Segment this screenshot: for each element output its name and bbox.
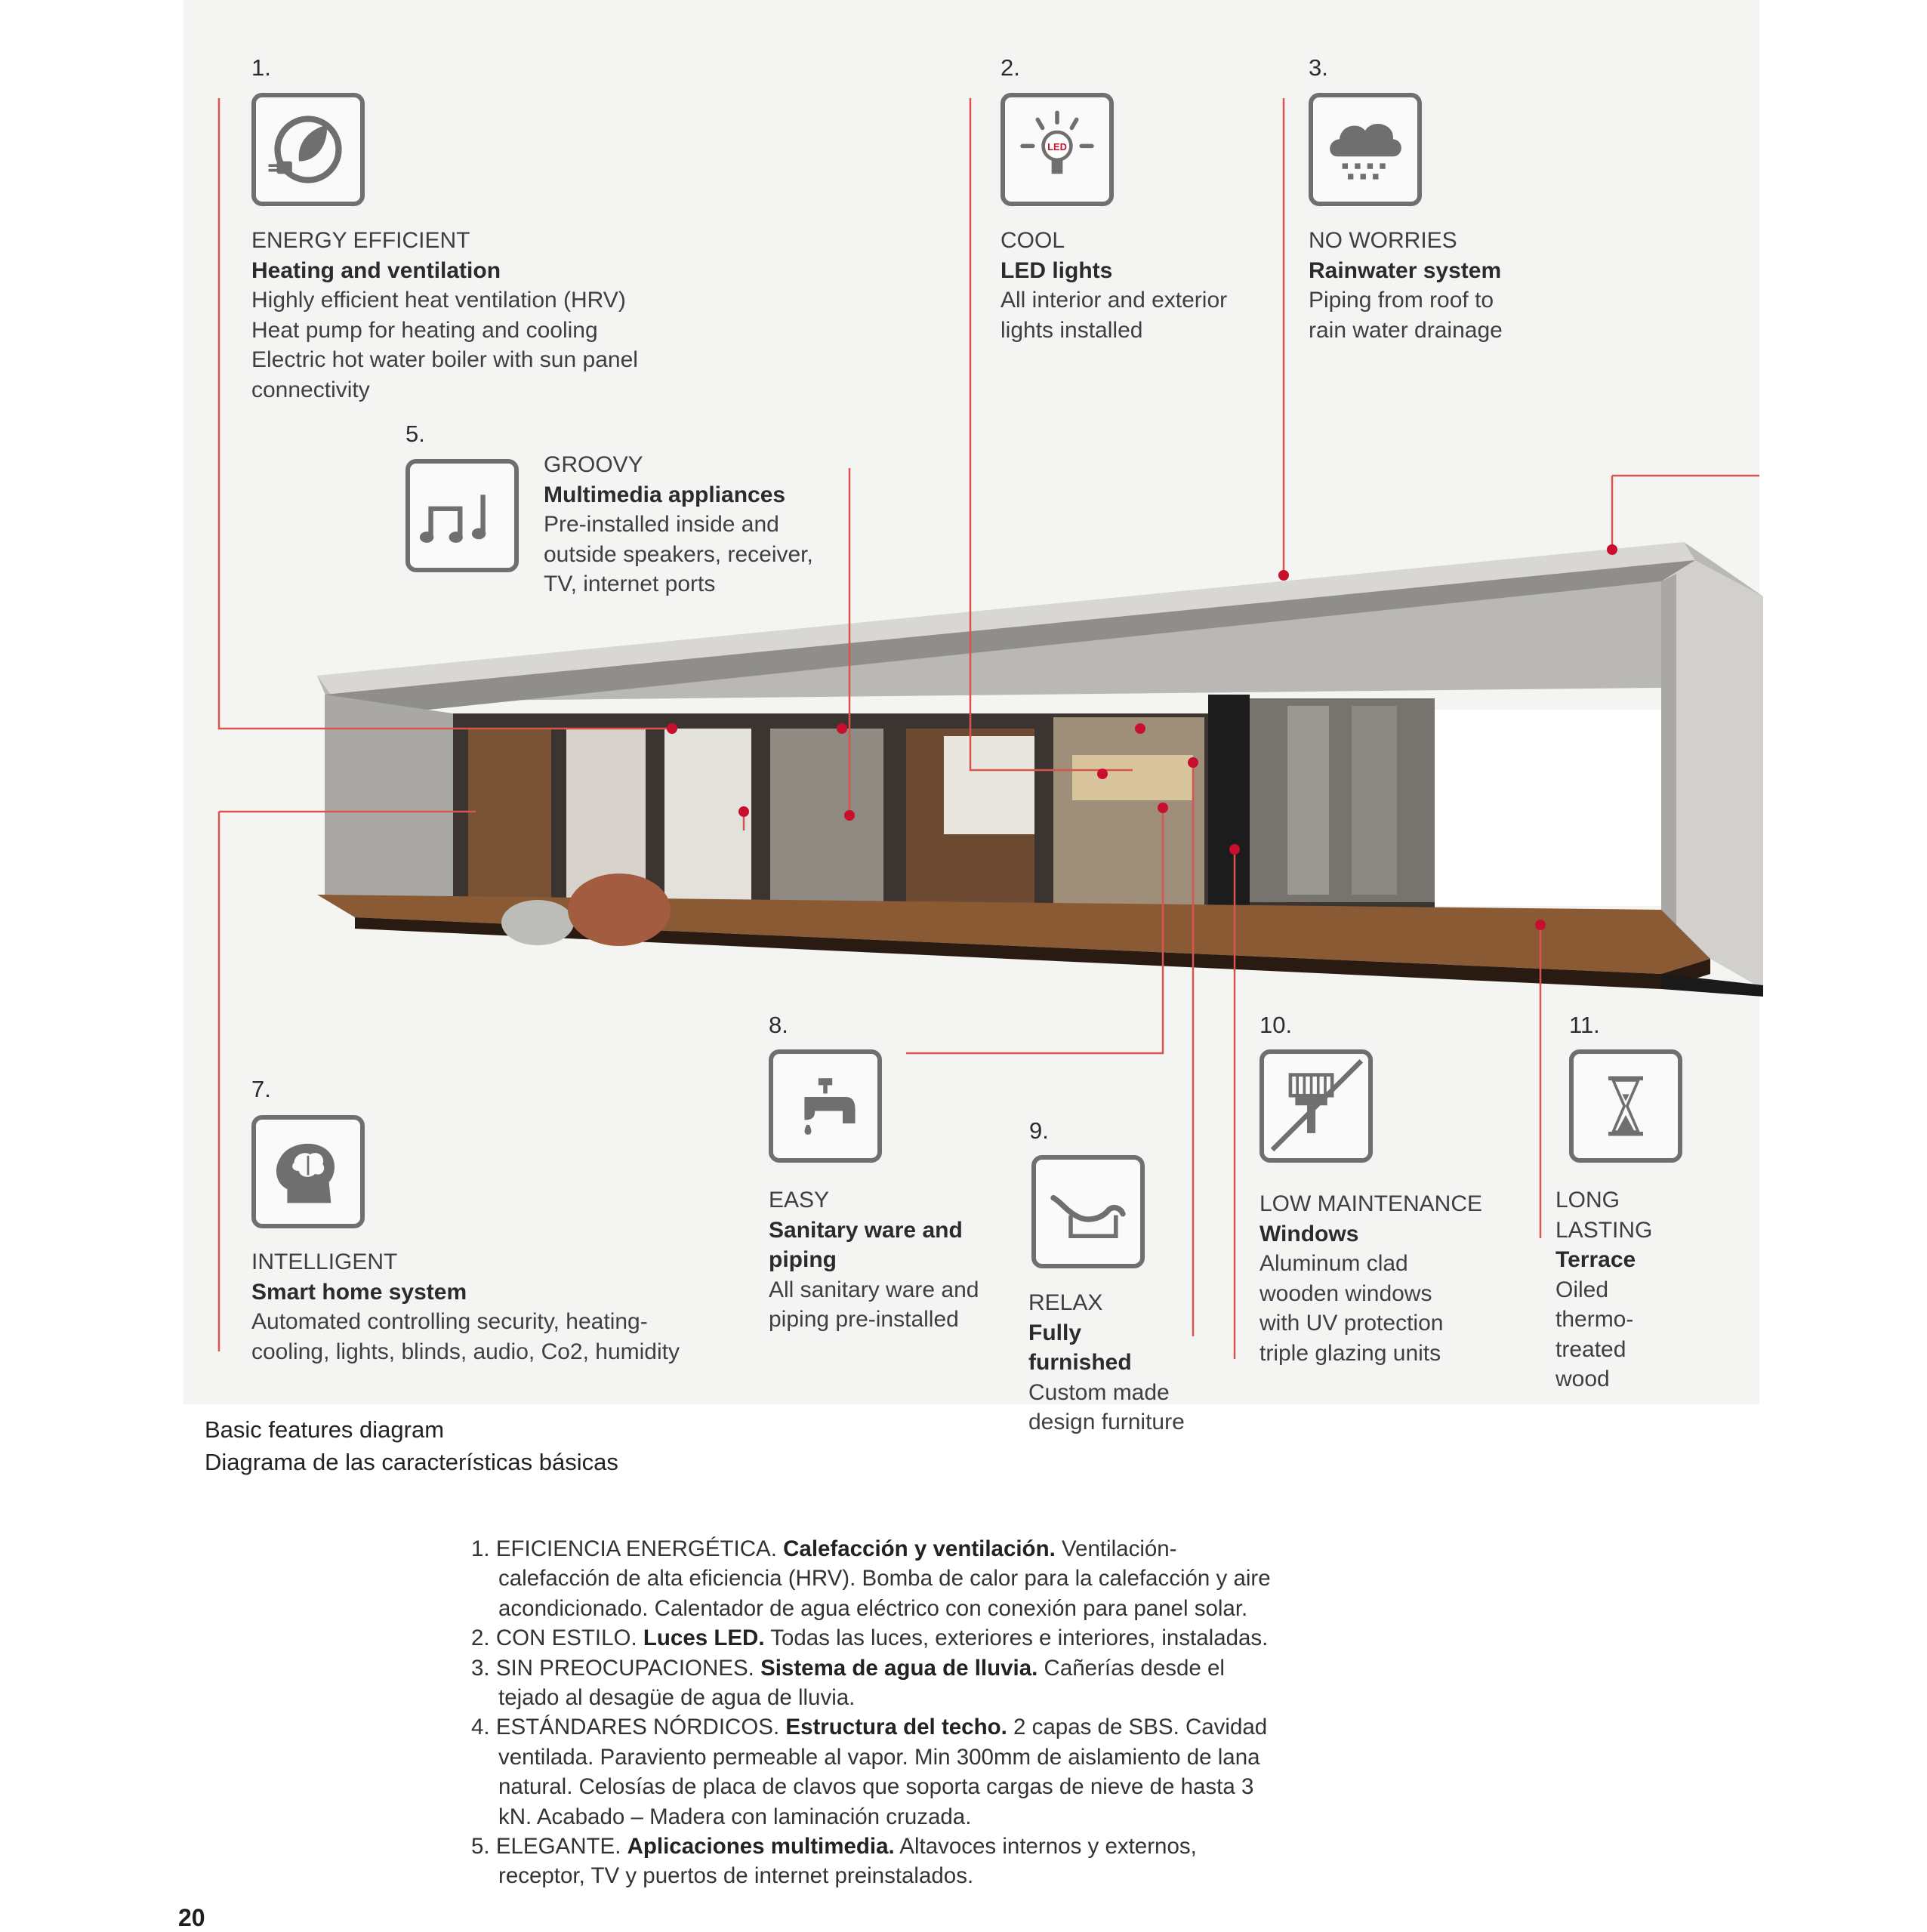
feature-desc-line: thermo- bbox=[1555, 1307, 1634, 1332]
feature-category: EASY bbox=[769, 1188, 830, 1213]
feature-desc-line: lights installed bbox=[1000, 317, 1143, 343]
music-notes-icon bbox=[405, 459, 519, 572]
page-number: 20 bbox=[178, 1904, 205, 1931]
feature-9-number: 9. bbox=[1029, 1117, 1049, 1144]
feature-title: Smart home system bbox=[251, 1279, 467, 1305]
feature-desc-line: Oiled bbox=[1555, 1277, 1609, 1302]
feature-desc-line: Automated controlling security, heating- bbox=[251, 1309, 648, 1334]
rain-cloud-icon bbox=[1309, 93, 1422, 206]
list-item: 2. CON ESTILO. Luces LED. Todas las luces, exteriores e interiores, instaladas. bbox=[471, 1625, 1269, 1651]
feature-desc-line: Highly efficient heat ventilation (HRV) bbox=[251, 288, 626, 313]
feature-10-number: 10. bbox=[1259, 1012, 1293, 1038]
faucet-icon bbox=[769, 1049, 882, 1163]
feature-title: Rainwater system bbox=[1309, 257, 1502, 283]
diagram-caption bbox=[205, 1413, 618, 1478]
caption-english: Basic features diagram bbox=[205, 1416, 445, 1443]
feature-5-number: 5. bbox=[405, 421, 425, 447]
feature-desc-line: piping pre-installed bbox=[769, 1307, 959, 1332]
feature-1-number: 1. bbox=[251, 54, 271, 81]
feature-category: INTELLIGENT bbox=[251, 1249, 398, 1274]
feature-2-text bbox=[1000, 226, 1227, 345]
feature-desc-line: Heat pump for heating and cooling bbox=[251, 317, 598, 343]
feature-title: Multimedia appliances bbox=[544, 482, 786, 507]
feature-11-text bbox=[1555, 1185, 1652, 1394]
feature-desc-line: Electric hot water boiler with sun panel bbox=[251, 347, 638, 372]
feature-1-text bbox=[251, 226, 638, 405]
led-label: LED bbox=[1047, 140, 1067, 153]
feature-title: furnished bbox=[1028, 1350, 1132, 1375]
feature-desc-line: rain water drainage bbox=[1309, 317, 1503, 343]
list-item: 3. SIN PREOCUPACIONES. Sistema de agua de lluvia. Cañerías desde el tejado al desagüe de agua de lluvia. bbox=[471, 1655, 1225, 1711]
lounge-chair-icon bbox=[1031, 1155, 1145, 1268]
brain-head-icon bbox=[251, 1115, 365, 1228]
feature-title: LED lights bbox=[1000, 257, 1113, 283]
feature-7-number: 7. bbox=[251, 1076, 271, 1102]
feature-desc-line: triple glazing units bbox=[1259, 1340, 1441, 1366]
feature-desc-line: connectivity bbox=[251, 377, 370, 402]
feature-category: LOW MAINTENANCE bbox=[1259, 1191, 1483, 1216]
feature-category: RELAX bbox=[1028, 1290, 1103, 1315]
feature-desc-line: wooden windows bbox=[1259, 1280, 1432, 1306]
list-item: 4. ESTÁNDARES NÓRDICOS. Estructura del techo. 2 capas de SBS. Cavidad ventilada. Paraviento permeable al vapor. Min 300mm de aislamiento de lana natural. Celosías de placa de clavos que soporta cargas de nieve de hasta 3 kN. Acabado – Madera con laminación cruzada. bbox=[471, 1715, 1268, 1829]
feature-category: ENERGY EFFICIENT bbox=[251, 228, 470, 253]
feature-desc-line: All sanitary ware and bbox=[769, 1277, 979, 1302]
feature-desc-line: cooling, lights, blinds, audio, Co2, humidity bbox=[251, 1339, 680, 1364]
feature-title: piping bbox=[769, 1247, 837, 1272]
led-bulb-icon bbox=[1000, 93, 1114, 206]
feature-title: Windows bbox=[1259, 1221, 1359, 1246]
hourglass-icon bbox=[1569, 1049, 1682, 1163]
feature-title: Terrace bbox=[1555, 1247, 1636, 1272]
feature-category: GROOVY bbox=[544, 452, 643, 477]
feature-desc-line: Aluminum clad bbox=[1259, 1251, 1408, 1276]
feature-desc-line: Piping from roof to bbox=[1309, 288, 1494, 313]
feature-desc-line: outside speakers, receiver, bbox=[544, 541, 813, 567]
caption-spanish: Diagrama de las características básicas bbox=[205, 1449, 618, 1475]
feature-3-number: 3. bbox=[1309, 54, 1328, 81]
feature-category: LASTING bbox=[1555, 1217, 1653, 1243]
feature-desc-line: design furniture bbox=[1028, 1410, 1185, 1434]
feature-title: Heating and ventilation bbox=[251, 257, 501, 283]
feature-desc-line: wood bbox=[1555, 1367, 1610, 1391]
feature-desc-line: Custom made bbox=[1028, 1379, 1170, 1405]
leaf-plug-icon bbox=[251, 93, 365, 206]
list-item: 5. ELEGANTE. Aplicaciones multimedia. Altavoces internos y externos, receptor, TV y puertos de internet preinstalados. bbox=[471, 1834, 1197, 1889]
feature-category: NO WORRIES bbox=[1309, 228, 1457, 253]
feature-9-text bbox=[1028, 1288, 1185, 1437]
feature-11-number: 11. bbox=[1569, 1012, 1600, 1038]
feature-desc-line: All interior and exterior bbox=[1000, 288, 1228, 313]
feature-desc-line: Pre-installed inside and bbox=[544, 512, 779, 537]
feature-desc-line: TV, internet ports bbox=[544, 572, 716, 596]
feature-2-number: 2. bbox=[1000, 54, 1020, 81]
feature-desc-line: with UV protection bbox=[1259, 1311, 1444, 1336]
feature-5-text bbox=[544, 450, 813, 599]
spanish-feature-list bbox=[471, 1534, 1294, 1891]
list-item: 1. EFICIENCIA ENERGÉTICA. Calefacción y ventilación. Ventilación- calefacción de alta eficiencia (HRV). Bomba de calor para la calefacción y aire acondicionado. Calentador de agua eléctrico con conexión para panel solar. bbox=[471, 1536, 1271, 1621]
feature-category: LONG bbox=[1555, 1188, 1620, 1213]
feature-7-text bbox=[251, 1247, 680, 1367]
feature-title: Sanitary ware and bbox=[769, 1217, 963, 1243]
feature-8-number: 8. bbox=[769, 1012, 788, 1038]
feature-category: COOL bbox=[1000, 228, 1065, 253]
no-paintbrush-icon bbox=[1259, 1049, 1373, 1163]
feature-8-text bbox=[769, 1185, 979, 1335]
feature-3-text bbox=[1309, 226, 1503, 345]
feature-10-text bbox=[1259, 1189, 1482, 1368]
feature-title: Fully bbox=[1028, 1320, 1082, 1345]
feature-desc-line: treated bbox=[1555, 1336, 1626, 1362]
